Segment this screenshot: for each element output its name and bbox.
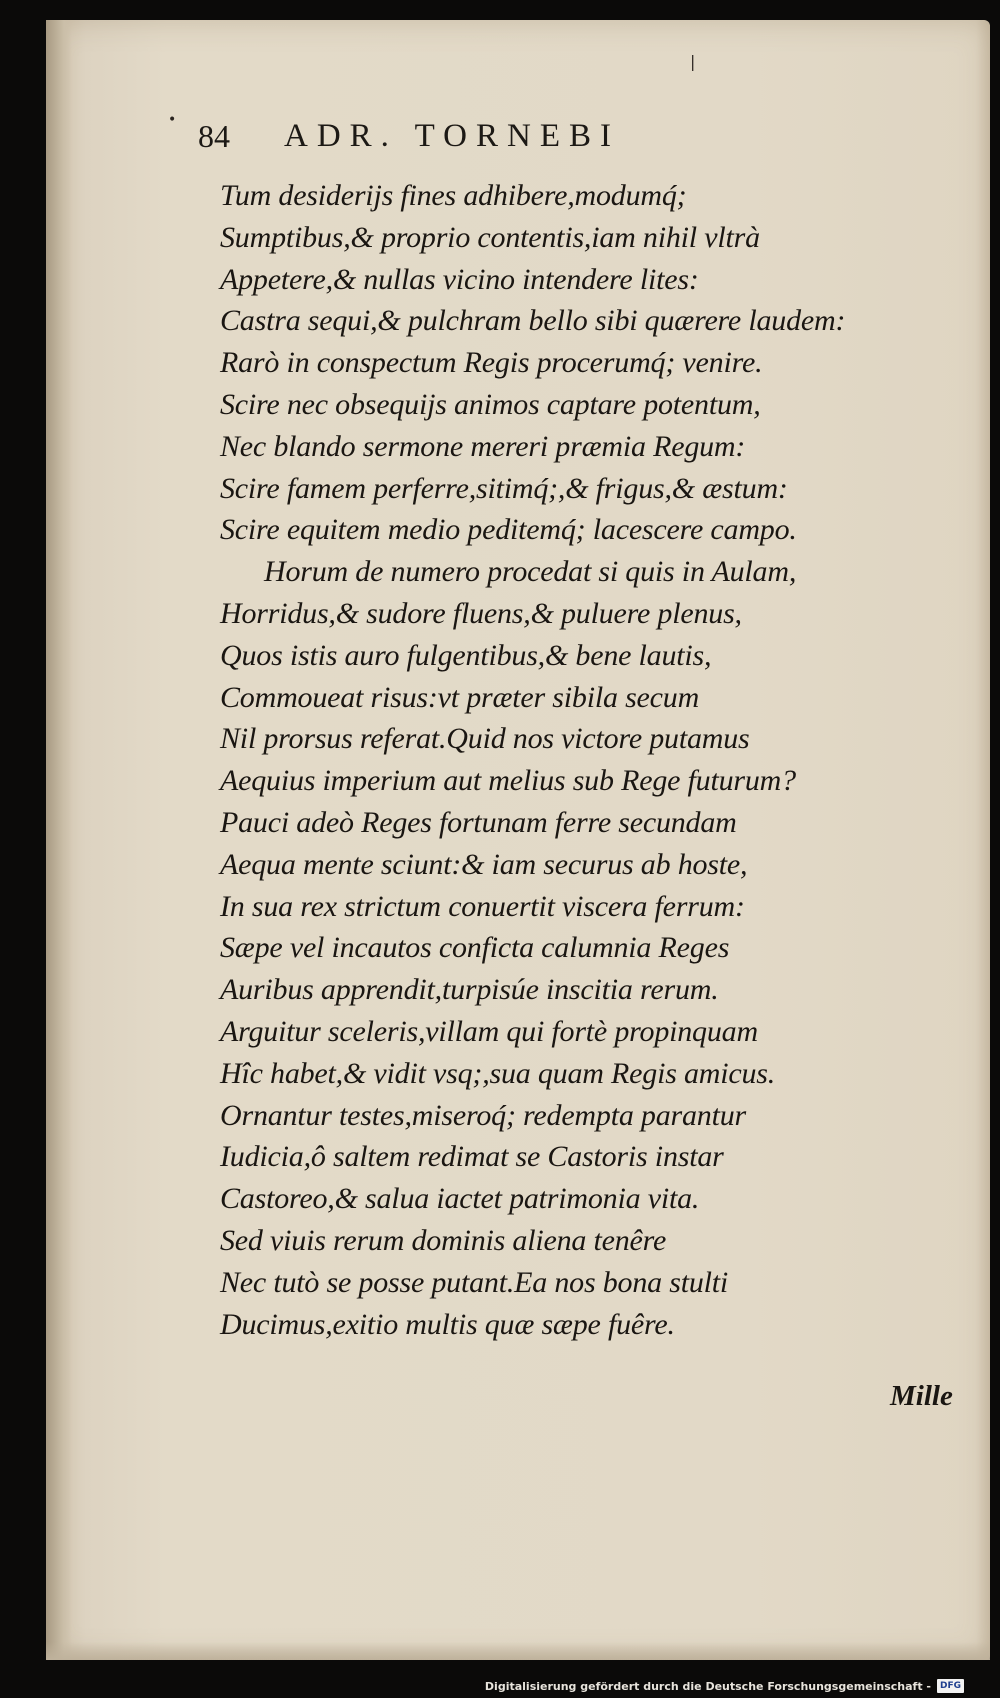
verse-line: Auribus apprendit,turpisúe inscitia rerum.	[220, 973, 719, 1007]
verse-line: Aequius imperium aut melius sub Rege futurum?	[220, 764, 796, 798]
verse-line: Aequa mente sciunt:& iam securus ab hoste,	[220, 847, 748, 881]
verse-line: Scire nec obsequijs animos captare potentum,	[220, 387, 761, 421]
verse-line-indented: Horum de numero procedat si quis in Aulam,	[264, 555, 797, 589]
credit-text: Digitalisierung gefördert durch die Deutsche Forschungsgemeinschaft -	[484, 1679, 931, 1693]
verse-line: Tum desiderijs fines adhibere,modumq́;	[220, 179, 687, 212]
verse-line: Iudicia,ô saltem redimat se Castoris instar	[220, 1140, 724, 1174]
verse-line: Ornantur testes,miseroq́; redempta parantur	[220, 1098, 747, 1132]
catchword: Mille	[890, 1380, 953, 1412]
page-gutter-shadow	[46, 20, 72, 1660]
verse-line: Quos istis auro fulgentibus,& bene lautis,	[220, 638, 712, 672]
verse-line: Appetere,& nullas vicino intendere lites:	[220, 262, 699, 296]
verse-line: Nec blando sermone mereri præmia Regum:	[220, 429, 746, 463]
verse-line: Sæpe vel incautos conficta calumnia Reges	[220, 931, 730, 965]
verse-line: Arguitur sceleris,villam qui fortè propinquam	[220, 1014, 758, 1048]
verse-line: Scire equitem medio peditemq́; lacescere campo.	[220, 513, 797, 547]
verse-line: Rarò in conspectum Regis procerumq́; venire.	[220, 346, 763, 380]
verse-line: Castoreo,& salua iactet patrimonia vita.	[220, 1182, 700, 1216]
verse-line: Ducimus,exitio multis quæ sæpe fuêre.	[220, 1307, 675, 1341]
verse-line: Commoueat risus:vt præter sibila secum	[220, 680, 700, 714]
running-title: ADR. TORNEBI	[284, 118, 620, 154]
page-number: 84	[198, 118, 230, 154]
verse-line: Castra sequi,& pulchram bello sibi quærere laudem:	[220, 304, 846, 338]
verse-line: Nil prorsus referat.Quid nos victore putamus	[220, 722, 750, 756]
page-bottom-edge	[46, 1642, 990, 1660]
verse-line: Horridus,& sudore fluens,& puluere plenus,	[220, 596, 742, 630]
verse-line: Scire famem perferre,sitimq́;,& frigus,& æstum:	[220, 471, 788, 505]
verse-line: Pauci adeò Reges fortunam ferre secundam	[220, 805, 737, 839]
verse-line: Sumptibus,& proprio contentis,iam nihil vltrà	[220, 220, 760, 254]
verse-block	[220, 175, 980, 1345]
verse-line: Hîc habet,& vidit vsq;,sua quam Regis amicus.	[220, 1056, 776, 1090]
margin-dot-icon: •	[168, 112, 177, 128]
verse-line: Nec tutò se posse putant.Ea nos bona stulti	[220, 1265, 729, 1299]
margin-tick-icon: |	[690, 52, 696, 71]
verse-line: Sed viuis rerum dominis aliena tenêre	[220, 1223, 667, 1257]
verse-line: In sua rex strictum conuertit viscera ferrum:	[220, 889, 745, 923]
dfg-logo-icon: DFG	[937, 1679, 964, 1693]
digitization-credit	[485, 1677, 964, 1695]
running-head	[198, 118, 838, 168]
